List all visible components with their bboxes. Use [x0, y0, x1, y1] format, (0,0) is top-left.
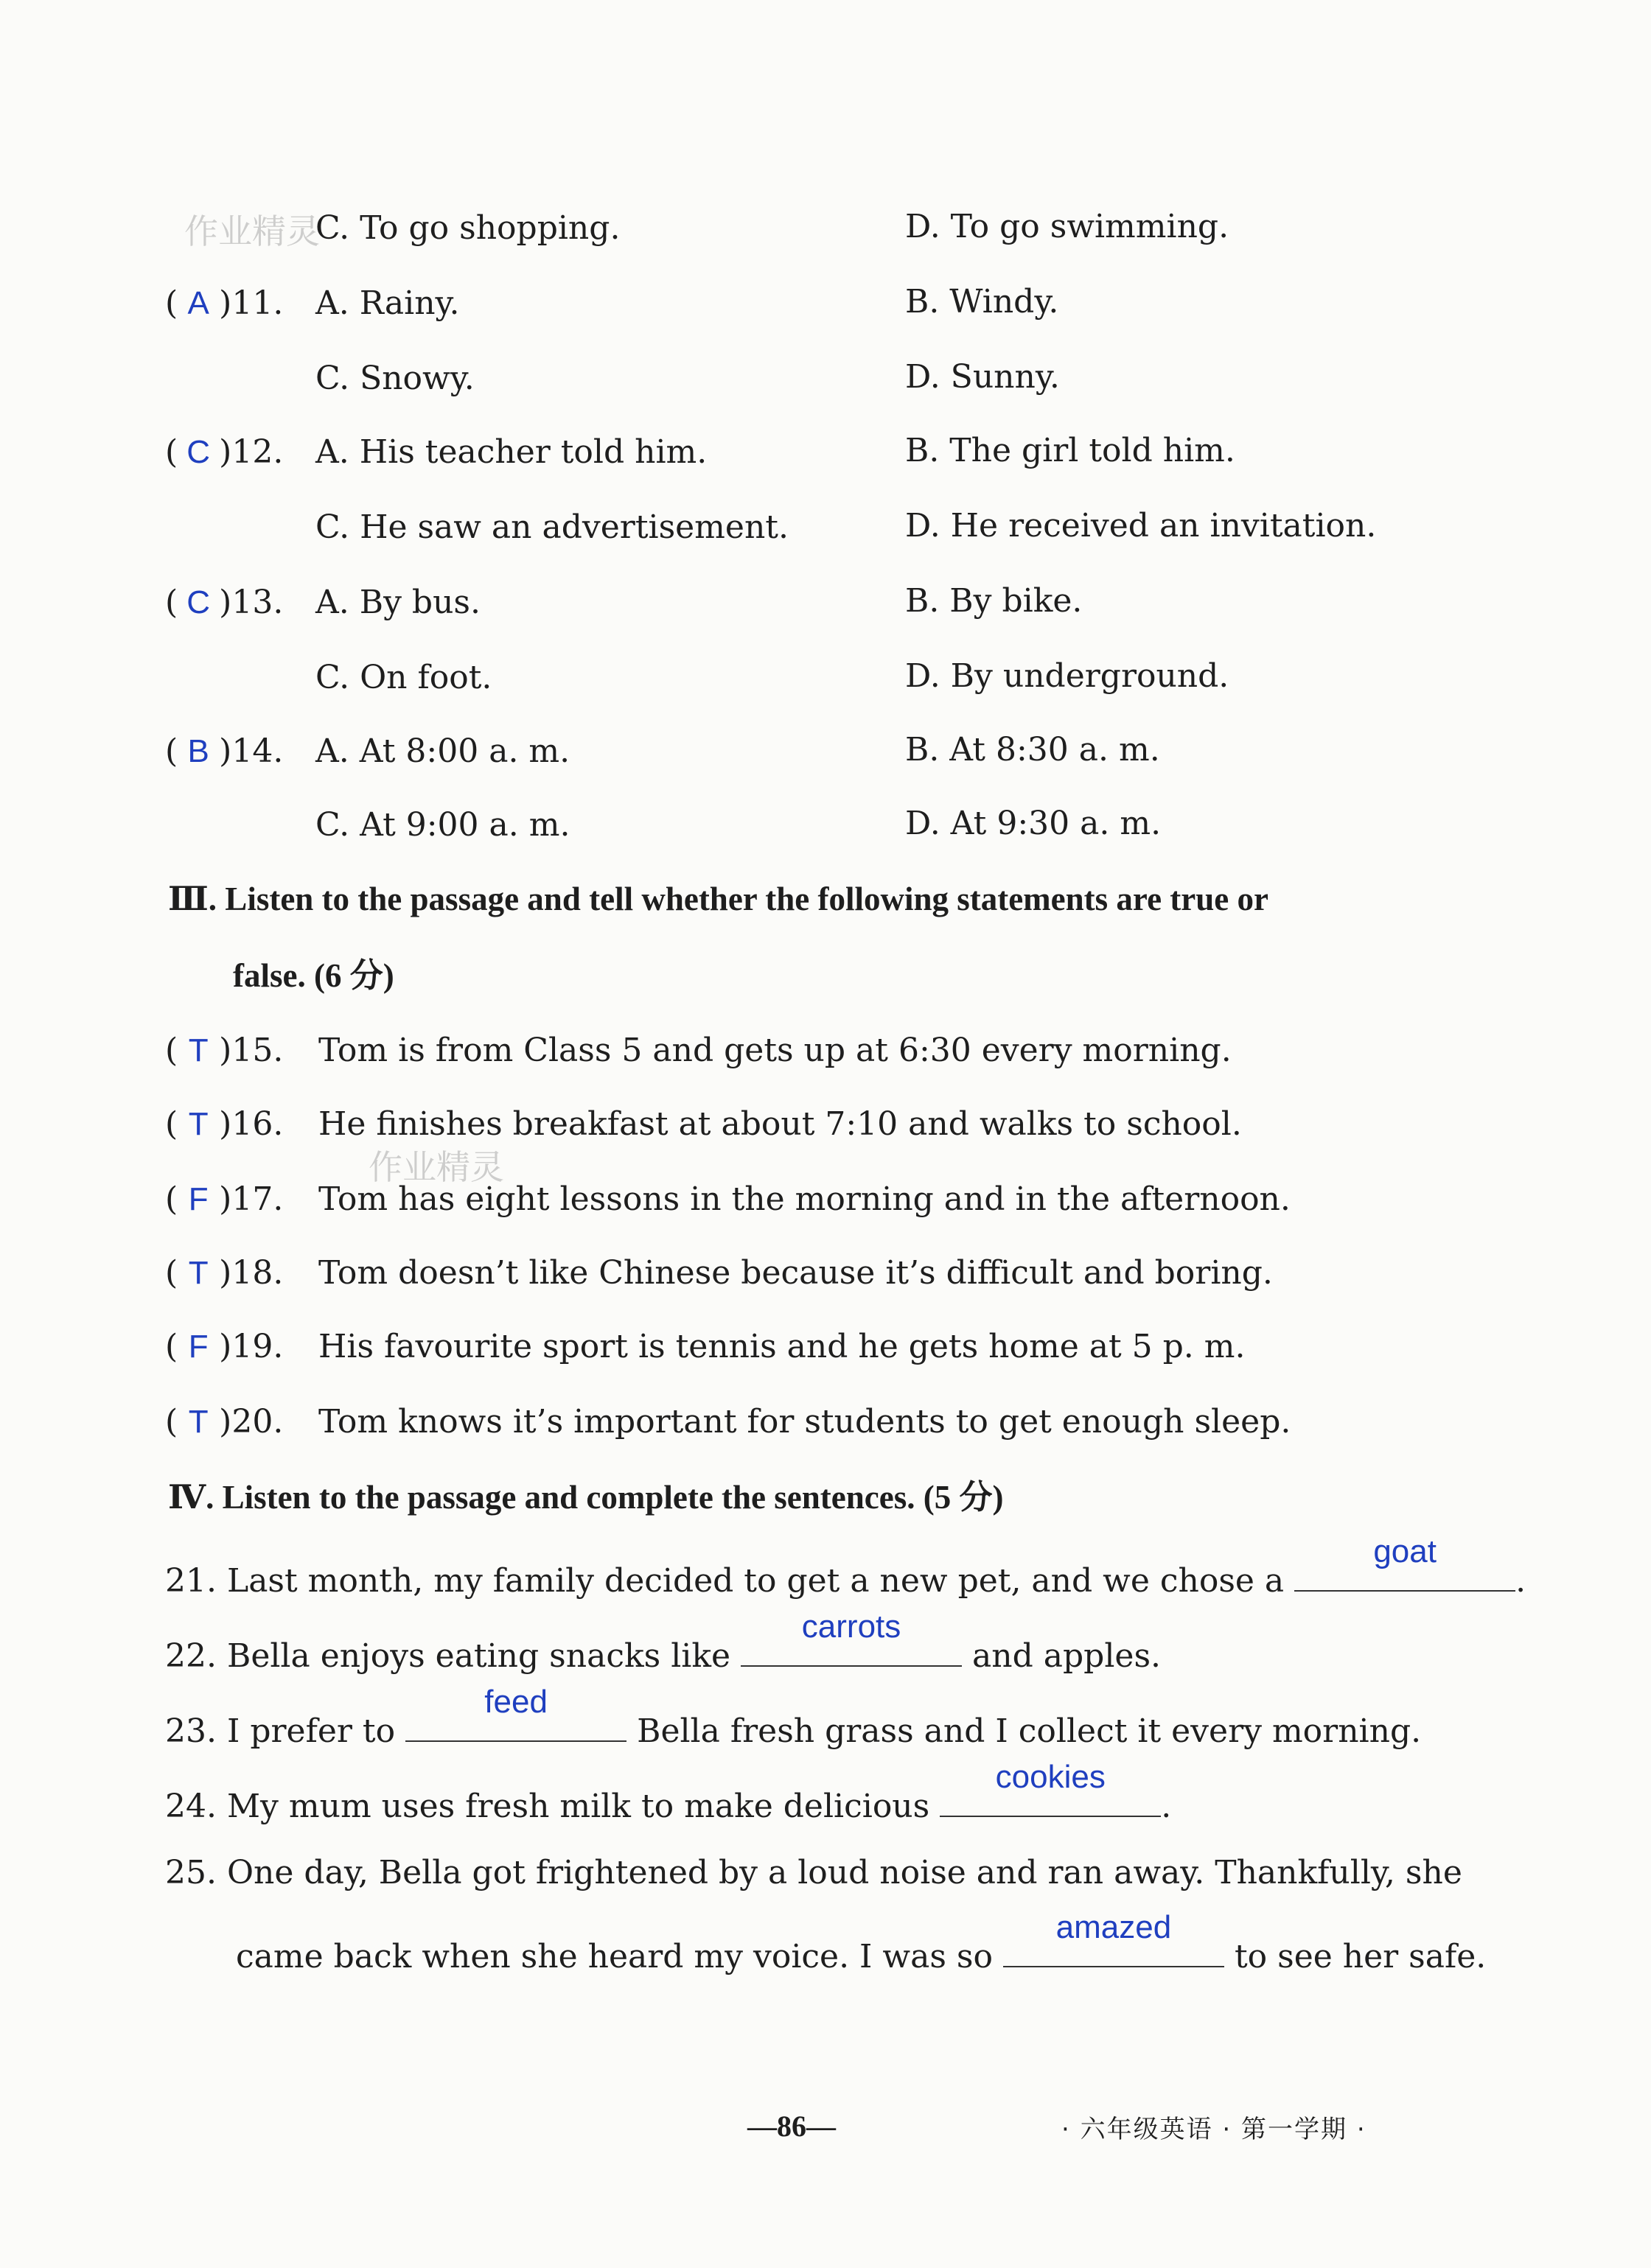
- tf-row: ( F )19.: [165, 1328, 284, 1365]
- answer-text: amazed: [1055, 1909, 1172, 1945]
- answer-mark: F: [188, 1329, 209, 1365]
- mc-option-a: A. Rainy.: [315, 284, 460, 322]
- answer-blank: [405, 1684, 626, 1742]
- section-3-heading-cont: false. (6 分): [233, 957, 394, 994]
- mc-option-a: A. By bus.: [315, 584, 481, 621]
- question-number: 15.: [231, 1032, 284, 1069]
- question-number: 14.: [231, 732, 284, 770]
- mc-option-d: D. At 9:30 a. m.: [905, 805, 1162, 842]
- tf-statement: He finishes breakfast at about 7:10 and walks to school.: [318, 1105, 1242, 1143]
- question-number: 21.: [165, 1562, 217, 1600]
- page-number: —86—: [747, 2110, 836, 2143]
- tf-statement: Tom is from Class 5 and gets up at 6:30 every morning.: [318, 1032, 1232, 1069]
- mc-option-c: C. Snowy.: [315, 360, 475, 397]
- tf-row: ( T )16.: [165, 1105, 284, 1143]
- answer-text: cookies: [995, 1759, 1106, 1795]
- mc-row: ( A )11.: [165, 284, 284, 322]
- answer-mark: F: [188, 1181, 209, 1217]
- question-number: 12.: [231, 433, 284, 471]
- sentence-text: came back when she heard my voice. I was so: [236, 1938, 993, 1975]
- mc-option-b: B. Windy.: [905, 283, 1059, 321]
- answer-mark: T: [188, 1404, 209, 1440]
- fill-sentence-cont: [236, 1909, 1487, 1975]
- answer-blank: [1294, 1533, 1515, 1592]
- sentence-text: I prefer to: [226, 1712, 396, 1750]
- footer-course: · 六年级英语 · 第一学期 ·: [1061, 2115, 1366, 2144]
- question-number: 22.: [165, 1637, 217, 1675]
- q10-option-d: D. To go swimming.: [905, 208, 1229, 245]
- tf-statement: Tom doesn’t like Chinese because it’s difficult and boring.: [318, 1254, 1273, 1292]
- q10-option-c: C. To go shopping.: [315, 209, 621, 247]
- mc-row: ( B )14.: [165, 732, 284, 770]
- mc-option-a: A. At 8:00 a. m.: [315, 732, 570, 770]
- question-number: 17.: [231, 1180, 284, 1218]
- answer-text: carrots: [801, 1609, 901, 1645]
- sentence-end: .: [1161, 1788, 1172, 1825]
- sentence-end: to see her safe.: [1234, 1938, 1487, 1975]
- sentence-end: and apples.: [972, 1637, 1162, 1675]
- answer-text: feed: [484, 1684, 548, 1720]
- mc-option-b: B. At 8:30 a. m.: [905, 731, 1160, 769]
- tf-row: ( T )20.: [165, 1403, 284, 1441]
- answer-mark: T: [188, 1255, 209, 1291]
- question-number: 16.: [231, 1105, 284, 1143]
- sentence-text: Bella enjoys eating snacks like: [226, 1637, 731, 1675]
- answer-mark: C: [186, 434, 211, 470]
- question-number: 18.: [231, 1254, 284, 1292]
- tf-statement: Tom knows it’s important for students to get enough sleep.: [318, 1403, 1291, 1441]
- tf-statement: His favourite sport is tennis and he gets home at 5 p. m.: [318, 1328, 1246, 1365]
- tf-row: ( T )15.: [165, 1032, 284, 1069]
- question-number: 24.: [165, 1788, 217, 1825]
- watermark-top: 作业精灵: [184, 211, 320, 251]
- sentence-end: .: [1515, 1562, 1526, 1600]
- question-number: 13.: [231, 584, 284, 621]
- mc-option-a: A. His teacher told him.: [315, 433, 708, 471]
- fill-sentence: [165, 1533, 1526, 1600]
- sentence-text: Last month, my family decided to get a new pet, and we chose a: [226, 1562, 1285, 1600]
- mc-option-c: C. He saw an advertisement.: [315, 508, 789, 546]
- answer-mark: C: [186, 584, 211, 620]
- mc-option-b: B. By bike.: [905, 582, 1083, 620]
- answer-mark: B: [187, 733, 209, 769]
- sentence-text: My mum uses fresh milk to make delicious: [226, 1788, 930, 1825]
- question-number: 19.: [231, 1328, 284, 1365]
- tf-row: ( F )17.: [165, 1180, 284, 1218]
- mc-option-c: C. At 9:00 a. m.: [315, 806, 570, 844]
- question-number: 23.: [165, 1712, 217, 1750]
- fill-sentence: [165, 1684, 1422, 1750]
- question-number: 25.: [165, 1854, 217, 1891]
- mc-option-d: D. By underground.: [905, 657, 1229, 695]
- mc-option-b: B. The girl told him.: [905, 432, 1235, 469]
- mc-option-c: C. On foot.: [315, 659, 492, 696]
- answer-blank: [940, 1759, 1161, 1817]
- section-4-heading: Ⅳ. Listen to the passage and complete the sentences. (5 分): [168, 1479, 1004, 1516]
- question-number: 20.: [231, 1403, 284, 1441]
- sentence-text: One day, Bella got frightened by a loud noise and ran away. Thankfully, she: [226, 1854, 1462, 1891]
- answer-text: goat: [1373, 1533, 1437, 1569]
- mc-row: ( C )13.: [165, 584, 284, 621]
- fill-sentence: [165, 1609, 1162, 1675]
- section-3-heading: Ⅲ. Listen to the passage and tell whether the following statements are true or: [168, 881, 1268, 917]
- answer-blank: [1003, 1909, 1224, 1967]
- mc-option-d: D. Sunny.: [905, 358, 1060, 396]
- question-number: 11.: [231, 284, 284, 322]
- fill-sentence: [165, 1759, 1172, 1825]
- answer-mark: T: [188, 1032, 209, 1068]
- sentence-end: Bella fresh grass and I collect it every morning.: [637, 1712, 1422, 1750]
- answer-mark: A: [187, 285, 209, 321]
- mc-row: ( C )12.: [165, 433, 284, 471]
- tf-row: ( T )18.: [165, 1254, 284, 1292]
- tf-statement: Tom has eight lessons in the morning and in the afternoon.: [318, 1180, 1291, 1218]
- answer-blank: [741, 1609, 962, 1667]
- mc-option-d: D. He received an invitation.: [905, 507, 1377, 545]
- watermark-middle: 作业精灵: [369, 1147, 504, 1187]
- answer-mark: T: [188, 1106, 209, 1142]
- fill-sentence: [165, 1854, 1462, 1891]
